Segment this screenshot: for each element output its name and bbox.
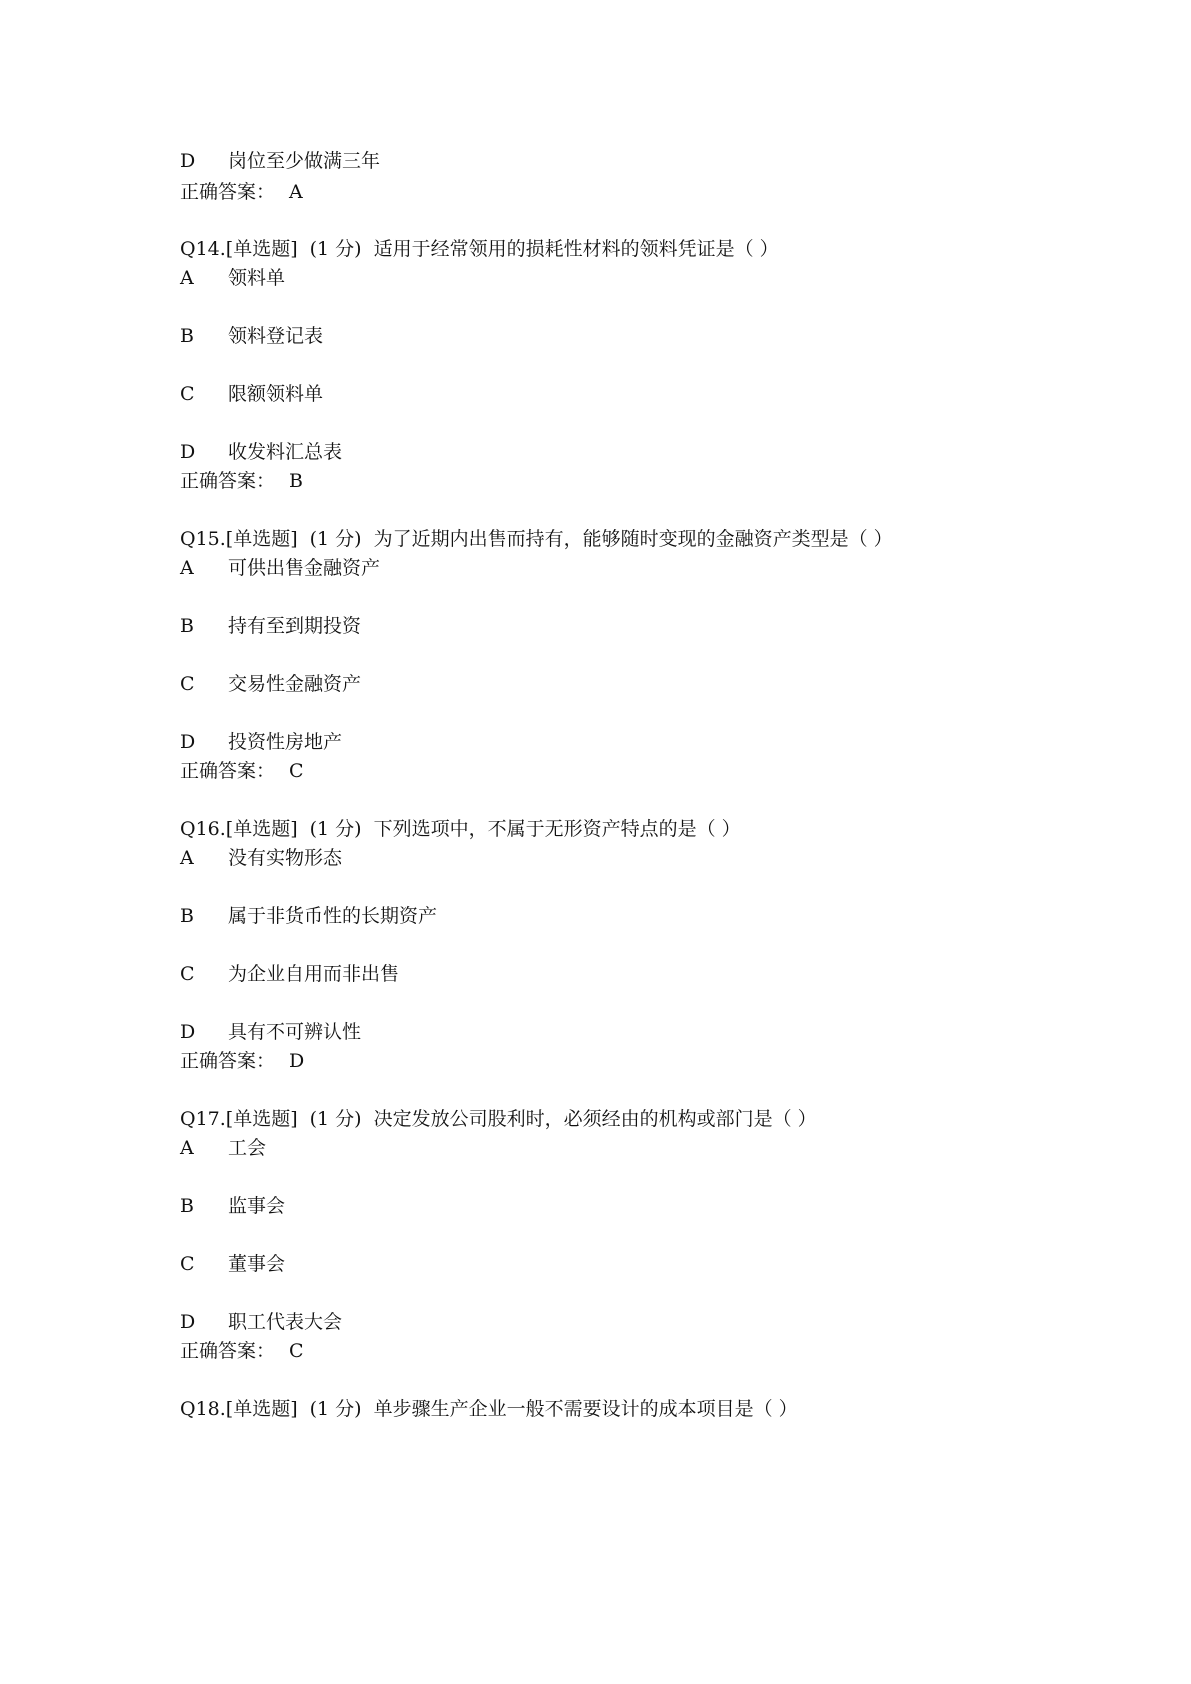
answer-value: B	[289, 470, 303, 492]
question-type: [单选题]	[225, 1108, 298, 1130]
option-text: 具有不可辨认性	[228, 1021, 362, 1043]
answer-label: 正确答案：	[180, 181, 276, 203]
question-type: [单选题]	[225, 528, 298, 550]
answer-row	[180, 1339, 304, 1363]
question-text: 下列选项中，不属于无形资产特点的是（ ）	[373, 818, 741, 840]
option-text: 领料登记表	[228, 325, 324, 347]
option-text: 工会	[228, 1137, 267, 1159]
question-text: 决定发放公司股利时，必须经由的机构或部门是（ ）	[373, 1108, 817, 1130]
answer-row	[180, 759, 304, 783]
option-letter: D	[180, 441, 196, 463]
option-row	[180, 846, 342, 870]
question-id: Q15.	[180, 528, 226, 550]
question-text: 适用于经常领用的损耗性材料的领料凭证是（ ）	[373, 238, 779, 260]
answer-value: A	[289, 181, 303, 203]
answer-row	[180, 180, 303, 204]
answer-label: 正确答案：	[180, 470, 276, 492]
option-row	[180, 1136, 266, 1160]
option-letter: C	[180, 673, 195, 695]
question-header	[180, 237, 779, 261]
question-header	[180, 1397, 798, 1421]
option-row	[180, 1194, 285, 1218]
option-letter: D	[180, 731, 196, 753]
question-text: 单步骤生产企业一般不需要设计的成本项目是（ ）	[373, 1398, 798, 1420]
answer-value: C	[289, 760, 304, 782]
answer-row	[180, 469, 303, 493]
question-id: Q17.	[180, 1108, 226, 1130]
option-text: 董事会	[228, 1253, 286, 1275]
question-header	[180, 1107, 817, 1131]
option-text: 岗位至少做满三年	[228, 150, 381, 172]
answer-value: D	[289, 1050, 305, 1072]
option-row	[180, 382, 323, 406]
question-type: [单选题]	[225, 818, 298, 840]
option-text: 投资性房地产	[228, 731, 343, 753]
question-score: (1 分)	[309, 1398, 362, 1420]
option-text: 限额领料单	[228, 383, 324, 405]
question-text: 为了近期内出售而持有，能够随时变现的金融资产类型是（ ）	[373, 528, 893, 550]
answer-value: C	[289, 1340, 304, 1362]
question-id: Q18.	[180, 1398, 226, 1420]
answer-row	[180, 1049, 304, 1073]
option-letter: C	[180, 383, 195, 405]
question-score: (1 分)	[309, 818, 362, 840]
option-letter: B	[180, 325, 194, 347]
option-letter: A	[180, 847, 194, 869]
question-type: [单选题]	[225, 1398, 298, 1420]
option-row	[180, 614, 361, 638]
option-letter: A	[180, 1137, 194, 1159]
option-text: 监事会	[228, 1195, 286, 1217]
option-letter: A	[180, 557, 194, 579]
option-text: 没有实物形态	[228, 847, 343, 869]
option-row	[180, 1020, 361, 1044]
question-score: (1 分)	[309, 528, 362, 550]
option-row	[180, 672, 361, 696]
question-type: [单选题]	[225, 238, 298, 260]
option-letter: D	[180, 1021, 196, 1043]
question-id: Q14.	[180, 238, 226, 260]
question-score: (1 分)	[309, 1108, 362, 1130]
option-row	[180, 904, 437, 928]
answer-label: 正确答案：	[180, 760, 276, 782]
option-row	[180, 440, 342, 464]
option-letter: A	[180, 267, 194, 289]
option-row	[180, 1252, 285, 1276]
option-row	[180, 149, 380, 173]
option-letter: D	[180, 150, 196, 172]
question-id: Q16.	[180, 818, 226, 840]
option-letter: D	[180, 1311, 196, 1333]
option-text: 职工代表大会	[228, 1311, 343, 1333]
question-score: (1 分)	[309, 238, 362, 260]
option-row	[180, 266, 285, 290]
option-row	[180, 962, 399, 986]
question-header	[180, 527, 893, 551]
option-text: 为企业自用而非出售	[228, 963, 400, 985]
option-letter: B	[180, 615, 194, 637]
option-letter: B	[180, 1195, 194, 1217]
option-text: 交易性金融资产	[228, 673, 362, 695]
answer-label: 正确答案：	[180, 1340, 276, 1362]
option-letter: C	[180, 963, 195, 985]
option-row	[180, 1310, 342, 1334]
option-row	[180, 730, 342, 754]
option-text: 领料单	[228, 267, 286, 289]
option-letter: C	[180, 1253, 195, 1275]
answer-label: 正确答案：	[180, 1050, 276, 1072]
question-header	[180, 817, 741, 841]
option-letter: B	[180, 905, 194, 927]
option-text: 收发料汇总表	[228, 441, 343, 463]
option-text: 可供出售金融资产	[228, 557, 381, 579]
option-row	[180, 324, 323, 348]
option-text: 属于非货币性的长期资产	[228, 905, 438, 927]
option-row	[180, 556, 380, 580]
option-text: 持有至到期投资	[228, 615, 362, 637]
